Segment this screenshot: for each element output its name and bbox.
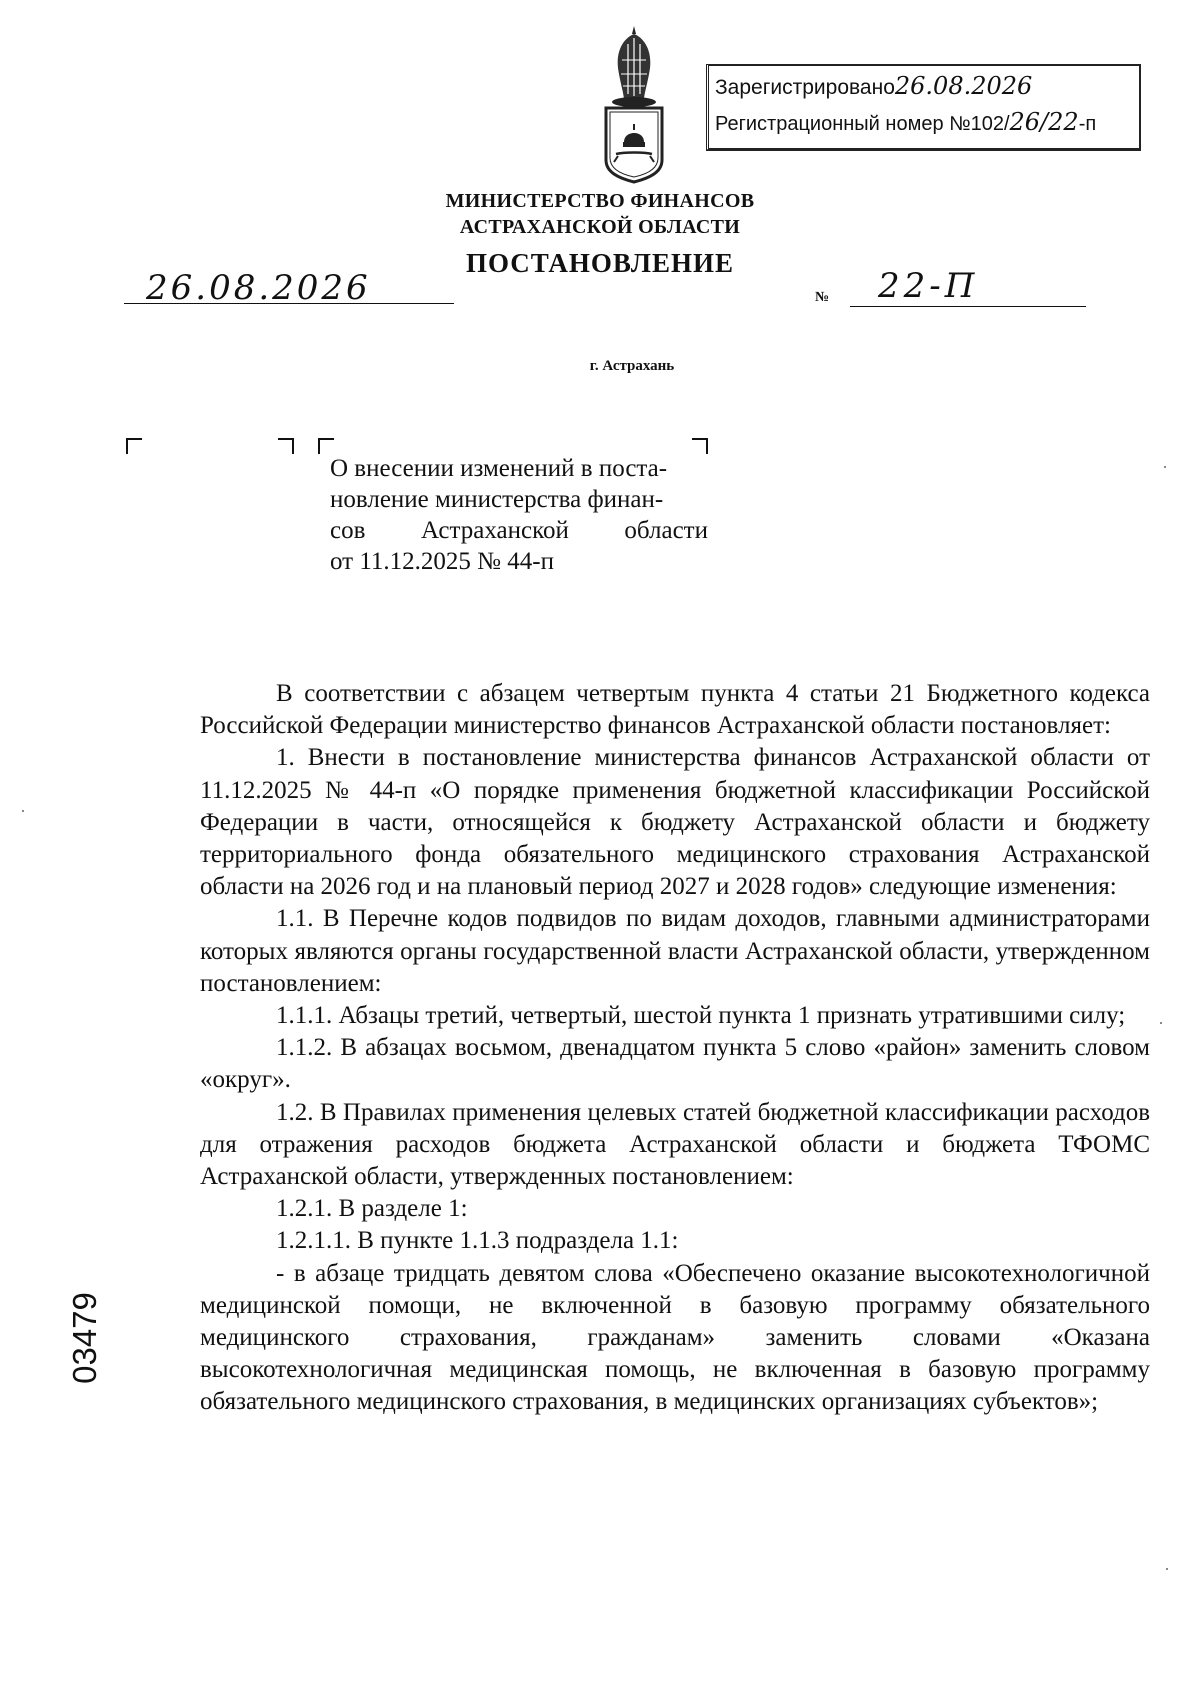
document-date: 26.08.2026 — [146, 268, 371, 308]
corner-bracket-top-left — [126, 438, 142, 454]
document-body — [200, 678, 1150, 1419]
ministry-name-line2: АСТРАХАНСКОЙ ОБЛАСТИ — [459, 216, 741, 238]
body-paragraph: 1.1. В Перечне кодов подвидов по видам доходов, главными администраторами которых являются органы государственной власти Астраханской области, утвержденном постановлением: — [200, 905, 1150, 997]
stamp-reg-number-label: Регистрационный номер №102/ — [715, 113, 1010, 135]
document-subject — [330, 453, 708, 577]
coat-of-arms-emblem — [594, 24, 674, 184]
stamp-registered-date: 26.08.2026 — [894, 72, 1033, 100]
stamp-reg-number-line — [715, 108, 1096, 136]
stamp-registered-label: Зарегистрировано — [715, 76, 895, 99]
body-paragraph: В соответствии с абзацем четвертым пункта 4 статьи 21 Бюджетного кодекса Российской Федерации министерство финансов Астраханской области постановляет: — [200, 680, 1150, 740]
document-type-title: ПОСТАНОВЛЕНИЕ — [465, 248, 735, 278]
city-name: г. Астрахань — [589, 358, 675, 374]
body-paragraph: 1.1.1. Абзацы третий, четвертый, шестой пункта 1 признать утратившими силу; — [276, 1002, 1126, 1030]
subject-word: сов — [330, 517, 366, 544]
body-paragraph: 1.2.1.1. В пункте 1.1.3 подраздела 1.1: — [276, 1227, 679, 1255]
scan-speck — [1160, 1022, 1162, 1024]
stamp-reg-number-value: 26/22 — [1009, 108, 1079, 136]
body-paragraph: - в абзаце тридцать девятом слова «Обеспечено оказание высокотехнологичной медицинской помощи, не включенной в базовую программу обязательного медицинского страхования, гражданам» заменить словами «Оказана высокотехнологичная медицинская помощь, не включенная в базовую программу обязательного медицинского страхования, в медицинских организациях субъектов»; — [200, 1259, 1150, 1416]
subject-line — [330, 515, 708, 546]
number-label: № — [815, 290, 830, 305]
subject-line: от 11.12.2025 № 44-п — [330, 548, 554, 575]
stamp-registered-line — [715, 72, 1032, 100]
number-underline — [850, 306, 1086, 307]
side-document-number: 03479 — [66, 1292, 103, 1384]
subject-word: области — [624, 517, 708, 544]
body-paragraph: 1.2.1. В разделе 1: — [276, 1195, 468, 1223]
date-underline — [124, 303, 454, 304]
corner-bracket-subject-left — [318, 438, 334, 454]
scan-speck — [1166, 1568, 1168, 1570]
body-paragraph: 1.1.2. В абзацах восьмом, двенадцатом пункта 5 слово «район» заменить словом «округ». — [200, 1034, 1150, 1094]
subject-word: Астраханской — [420, 517, 569, 544]
scan-speck — [22, 810, 24, 812]
registration-stamp — [706, 64, 1141, 151]
scan-speck — [1164, 466, 1166, 468]
ministry-name-line1: МИНИСТЕРСТВО ФИНАНСОВ — [445, 190, 755, 212]
corner-bracket-subject-right — [692, 438, 708, 454]
body-paragraph: 1. Внести в постановление министерства финансов Астраханской области от 11.12.2025 № 44-п «О порядке применения бюджетной классификации Российской Федерации в части, относящейся к бюджету Астраханской области и бюджету территориального фонда обязательного медицинского страхования Астраханской области на 2026 год и на плановый период 2027 и 2028 годов» следующие изменения: — [200, 744, 1150, 901]
corner-bracket-top-right — [278, 438, 294, 454]
subject-line: О внесении изменений в поста- — [330, 455, 668, 482]
body-paragraph: 1.2. В Правилах применения целевых статей бюджетной классификации расходов для отражения расходов бюджета Астраханской области и бюджета ТФОМС Астраханской области, утвержденных постановлением: — [200, 1098, 1150, 1191]
stamp-reg-number-suffix: -п — [1078, 113, 1097, 135]
subject-line: новление министерства финан- — [330, 486, 664, 513]
document-number: 22-П — [878, 266, 979, 306]
